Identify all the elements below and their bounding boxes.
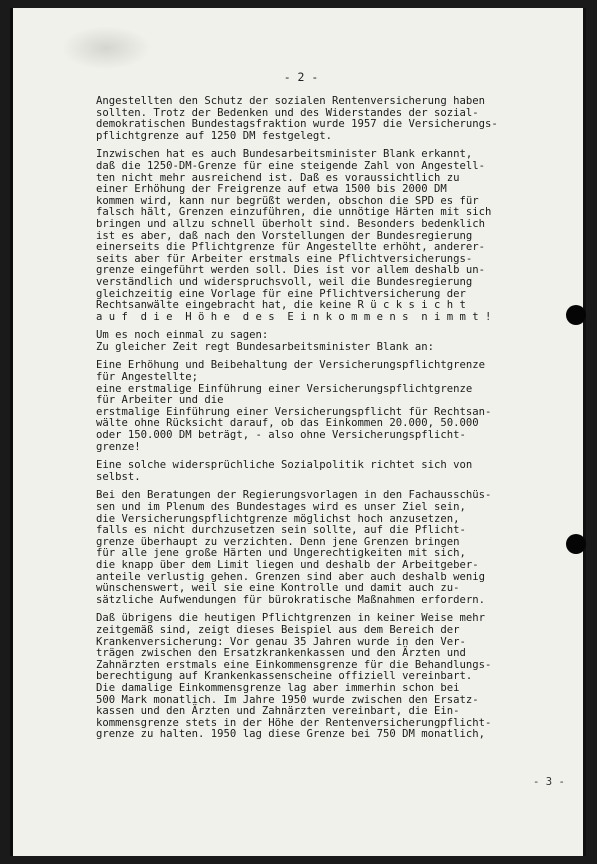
text-line: ten nicht mehr ausreichend ist. Daß es voraussichtlich zu bbox=[96, 171, 460, 184]
continuation-marker: - 3 - bbox=[533, 776, 565, 788]
text-line: für Arbeiter und die bbox=[96, 394, 224, 407]
text-line: Zu gleicher Zeit regt Bundesarbeitsminister Blank an: bbox=[96, 340, 435, 353]
paragraph bbox=[96, 149, 566, 323]
text-line: bringen und allzu schnell überholt sind. Besonders bedenklich bbox=[96, 217, 486, 230]
text-line: verständlich und widerspruchsvoll, weil die Bundesregierung bbox=[96, 275, 473, 288]
text-line: gleichzeitig eine Vorlage für eine Pflichtversicherung der bbox=[96, 287, 466, 300]
text-line: einer Erhöhung der Freigrenze auf etwa 1500 bis 2000 DM bbox=[96, 183, 447, 196]
text-line: kassen und den Ärzten und Zahnärzten vereinbart, die Ein- bbox=[96, 705, 460, 718]
text-line: Bei den Beratungen der Regierungsvorlagen in den Fachausschüs- bbox=[96, 489, 492, 502]
text-line: grenze! bbox=[96, 440, 141, 453]
text-line: falls es nicht durchzusetzen sein sollte, auf die Pflicht- bbox=[96, 524, 466, 537]
text-line: ist es aber, daß nach den Vorstellungen der Bundesregierung bbox=[96, 229, 473, 242]
text-line: Die damalige Einkommensgrenze lag aber immerhin schon bei bbox=[96, 681, 460, 694]
text-line: Zahnärzten erstmals eine Einkommensgrenze für die Behandlungs- bbox=[96, 658, 492, 671]
text-line: Inzwischen hat es auch Bundesarbeitsminister Blank erkannt, bbox=[96, 148, 473, 161]
text-line: pflichtgrenze auf 1250 DM festgelegt. bbox=[96, 129, 332, 142]
text-line: berechtigung auf Krankenkassenscheine offiziell vereinbart. bbox=[96, 670, 473, 683]
text-line: Um es noch einmal zu sagen: bbox=[96, 329, 269, 342]
text-line: zeitgemäß sind, zeigt dieses Beispiel aus dem Bereich der bbox=[96, 623, 460, 636]
text-line: kommen wird, kann nur begrüßt werden, obschon die SPD es für bbox=[96, 194, 479, 207]
text-line: grenze zu halten. 1950 lag diese Grenze bei 750 DM monatlich, bbox=[96, 728, 486, 741]
text-line: Krankenversicherung: Vor genau 35 Jahren wurde in den Ver- bbox=[96, 635, 466, 648]
text-line: für alle jene große Härten und Ungerechtigkeiten mit sich, bbox=[96, 547, 466, 560]
text-line: Eine solche widersprüchliche Sozialpolitik richtet sich von bbox=[96, 459, 473, 472]
text-line: Daß übrigens die heutigen Pflichtgrenzen in keiner Weise mehr bbox=[96, 612, 486, 625]
text-line: die Versicherungspflichtgrenze möglichst hoch anzusetzen, bbox=[96, 512, 460, 525]
text-line: a u f d i e H ö h e d e s E i n k o m m e n s n i m m t ! bbox=[96, 310, 492, 323]
text-line: demokratischen Bundestagsfraktion wurde 1957 die Versicherungs- bbox=[96, 118, 498, 131]
text-line: grenze eingeführt werden soll. Dies ist vor allem deshalb un- bbox=[96, 264, 486, 277]
text-line: sätzliche Aufwendungen für bürokratische Maßnahmen erfordern. bbox=[96, 593, 486, 606]
paragraph bbox=[96, 490, 566, 606]
text-line: seits aber für Arbeiter erstmals eine Pflichtversicherungs- bbox=[96, 252, 473, 265]
text-line: 500 Mark monatlich. Im Jahre 1950 wurde zwischen den Ersatz- bbox=[96, 693, 479, 706]
paragraph bbox=[96, 460, 566, 483]
text-line: Eine Erhöhung und Beibehaltung der Versicherungspflichtgrenze bbox=[96, 359, 486, 372]
text-line: Rechtsanwälte eingebracht hat, die keine R ü c k s i c h t bbox=[96, 299, 466, 312]
text-line: falsch hält, Grenzen einzuführen, die unnötige Härten mit sich bbox=[96, 206, 492, 219]
text-line: die knapp über dem Limit liegen und deshalb der Arbeitgeber- bbox=[96, 558, 479, 571]
paragraph bbox=[96, 360, 566, 453]
text-line: wünschenswert, weil sie eine Kontrolle und damit auch zu- bbox=[96, 582, 460, 595]
text-line: sen und im Plenum des Bundestages wird es unser Ziel sein, bbox=[96, 501, 466, 513]
text-line: sollten. Trotz der Bedenken und des Widerstandes der sozial- bbox=[96, 106, 479, 119]
punch-hole bbox=[566, 305, 586, 325]
text-line: oder 150.000 DM beträgt, - also ohne Versicherungspflicht- bbox=[96, 429, 466, 442]
text-line: daß die 1250-DM-Grenze für eine steigende Zahl von Angestell- bbox=[96, 159, 486, 172]
text-line: kommensgrenze stets in der Höhe der Rentenversicherungpflicht- bbox=[96, 716, 492, 729]
text-line: trägen zwischen den Ersatzkrankenkassen und den Ärzten und bbox=[96, 647, 466, 660]
text-line: Angestellten den Schutz der sozialen Rentenversicherung haben bbox=[96, 95, 486, 107]
paragraph bbox=[96, 330, 566, 353]
punch-hole bbox=[566, 534, 586, 554]
text-line: erstmalige Einführung einer Versicherungspflicht für Rechtsan- bbox=[96, 405, 492, 418]
paragraph bbox=[96, 96, 566, 142]
paragraph bbox=[96, 613, 566, 741]
text-line: grenze überhaupt zu verzichten. Denn jene Grenzen bringen bbox=[96, 535, 460, 548]
text-line: anteile verlustig gehen. Grenzen sind aber auch deshalb wenig bbox=[96, 570, 486, 583]
text-line: wälte ohne Rücksicht darauf, ob das Einkommen 20.000, 50.000 bbox=[96, 417, 479, 430]
text-line: selbst. bbox=[96, 470, 141, 483]
document-body bbox=[96, 96, 566, 748]
text-line: einerseits die Pflichtgrenze für Angestellte erhöht, anderer- bbox=[96, 241, 486, 254]
document-page bbox=[10, 8, 586, 856]
text-line: eine erstmalige Einführung einer Versicherungspflichtgrenze bbox=[96, 382, 473, 395]
stamp-smudge bbox=[61, 26, 151, 70]
text-line: für Angestellte; bbox=[96, 371, 199, 384]
page-number: - 2 - bbox=[283, 70, 319, 84]
